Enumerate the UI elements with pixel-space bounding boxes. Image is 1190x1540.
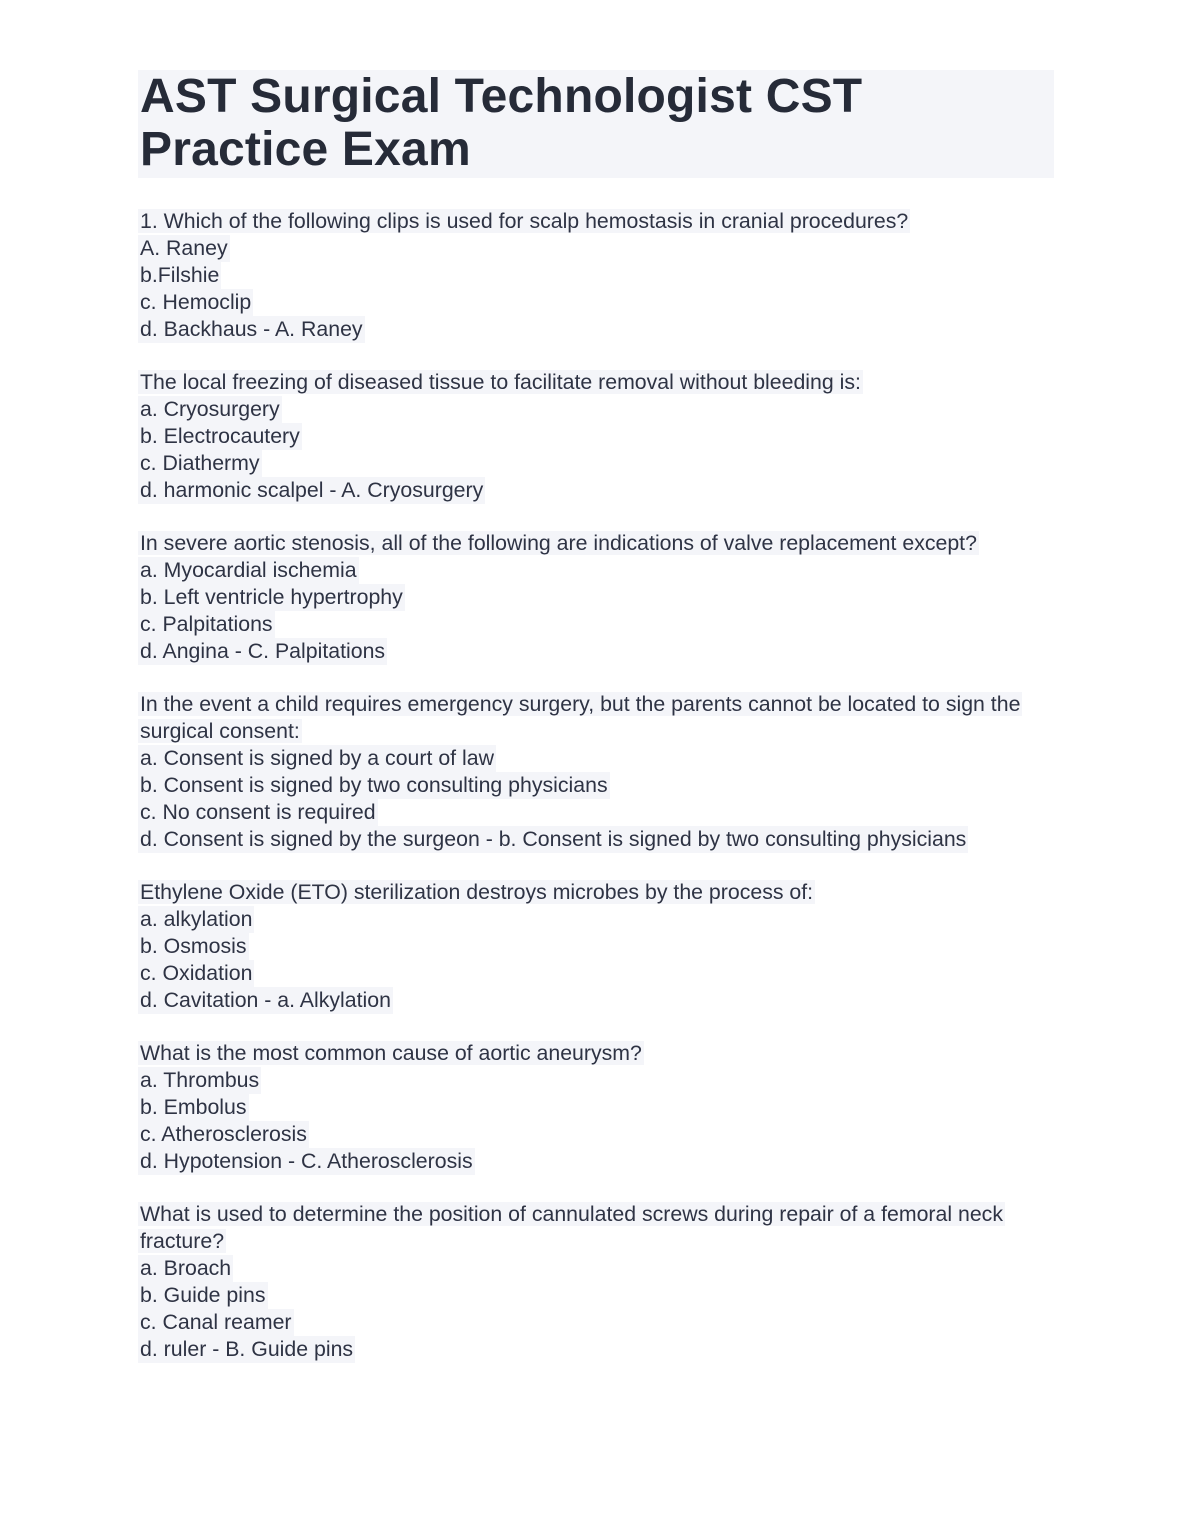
question-list (138, 208, 1054, 1363)
answer-option: c. Atherosclerosis (140, 1122, 307, 1146)
answer-option: b. Left ventricle hypertrophy (140, 585, 403, 609)
answer-option: a. Myocardial ischemia (140, 558, 357, 582)
question-2 (138, 369, 1054, 504)
question-stem: In the event a child requires emergency surgery, but the parents cannot be located to sign the surgical consent: (140, 692, 1021, 743)
title-block (138, 70, 1054, 178)
answer-option-with-key: d. Consent is signed by the surgeon - b. Consent is signed by two consulting physicians (140, 827, 967, 851)
question-stem: What is the most common cause of aortic aneurysm? (140, 1041, 642, 1065)
question-6 (138, 1040, 1054, 1175)
question-stem: The local freezing of diseased tissue to facilitate removal without bleeding is: (140, 370, 861, 394)
question-3 (138, 530, 1054, 665)
question-4 (138, 691, 1054, 853)
answer-option-with-key: d. Hypotension - C. Atherosclerosis (140, 1149, 473, 1173)
answer-option-with-key: d. ruler - B. Guide pins (140, 1337, 354, 1361)
answer-option: c. Canal reamer (140, 1310, 292, 1334)
answer-option: b. Consent is signed by two consulting physicians (140, 773, 608, 797)
answer-option: a. Cryosurgery (140, 397, 280, 421)
answer-option: c. No consent is required (140, 800, 376, 824)
answer-option: a. alkylation (140, 907, 253, 931)
answer-option: A. Raney (140, 236, 228, 260)
answer-option: b. Osmosis (140, 934, 247, 958)
answer-option: c. Diathermy (140, 451, 260, 475)
answer-option: a. Broach (140, 1256, 232, 1280)
answer-option: b.Filshie (140, 263, 220, 287)
answer-option: a. Thrombus (140, 1068, 260, 1092)
answer-option: c. Palpitations (140, 612, 273, 636)
answer-option: b. Electrocautery (140, 424, 300, 448)
answer-option-with-key: d. Cavitation - a. Alkylation (140, 988, 391, 1012)
question-stem: What is used to determine the position of cannulated screws during repair of a femoral neck fracture? (140, 1202, 1003, 1253)
question-7 (138, 1201, 1054, 1363)
question-stem: Ethylene Oxide (ETO) sterilization destroys microbes by the process of: (140, 880, 814, 904)
answer-option: c. Oxidation (140, 961, 253, 985)
answer-option: b. Guide pins (140, 1283, 266, 1307)
answer-option-with-key: d. Backhaus - A. Raney (140, 317, 363, 341)
question-1 (138, 208, 1054, 343)
answer-option: a. Consent is signed by a court of law (140, 746, 494, 770)
question-stem: 1. Which of the following clips is used for scalp hemostasis in cranial procedures? (140, 209, 909, 233)
answer-option: c. Hemoclip (140, 290, 252, 314)
answer-option-with-key: d. harmonic scalpel - A. Cryosurgery (140, 478, 484, 502)
document-page (138, 70, 1054, 1389)
page-title: AST Surgical Technologist CST Practice Exam (140, 70, 863, 176)
question-5 (138, 879, 1054, 1014)
question-stem: In severe aortic stenosis, all of the following are indications of valve replacement except? (140, 531, 977, 555)
answer-option-with-key: d. Angina - C. Palpitations (140, 639, 386, 663)
answer-option: b. Embolus (140, 1095, 247, 1119)
